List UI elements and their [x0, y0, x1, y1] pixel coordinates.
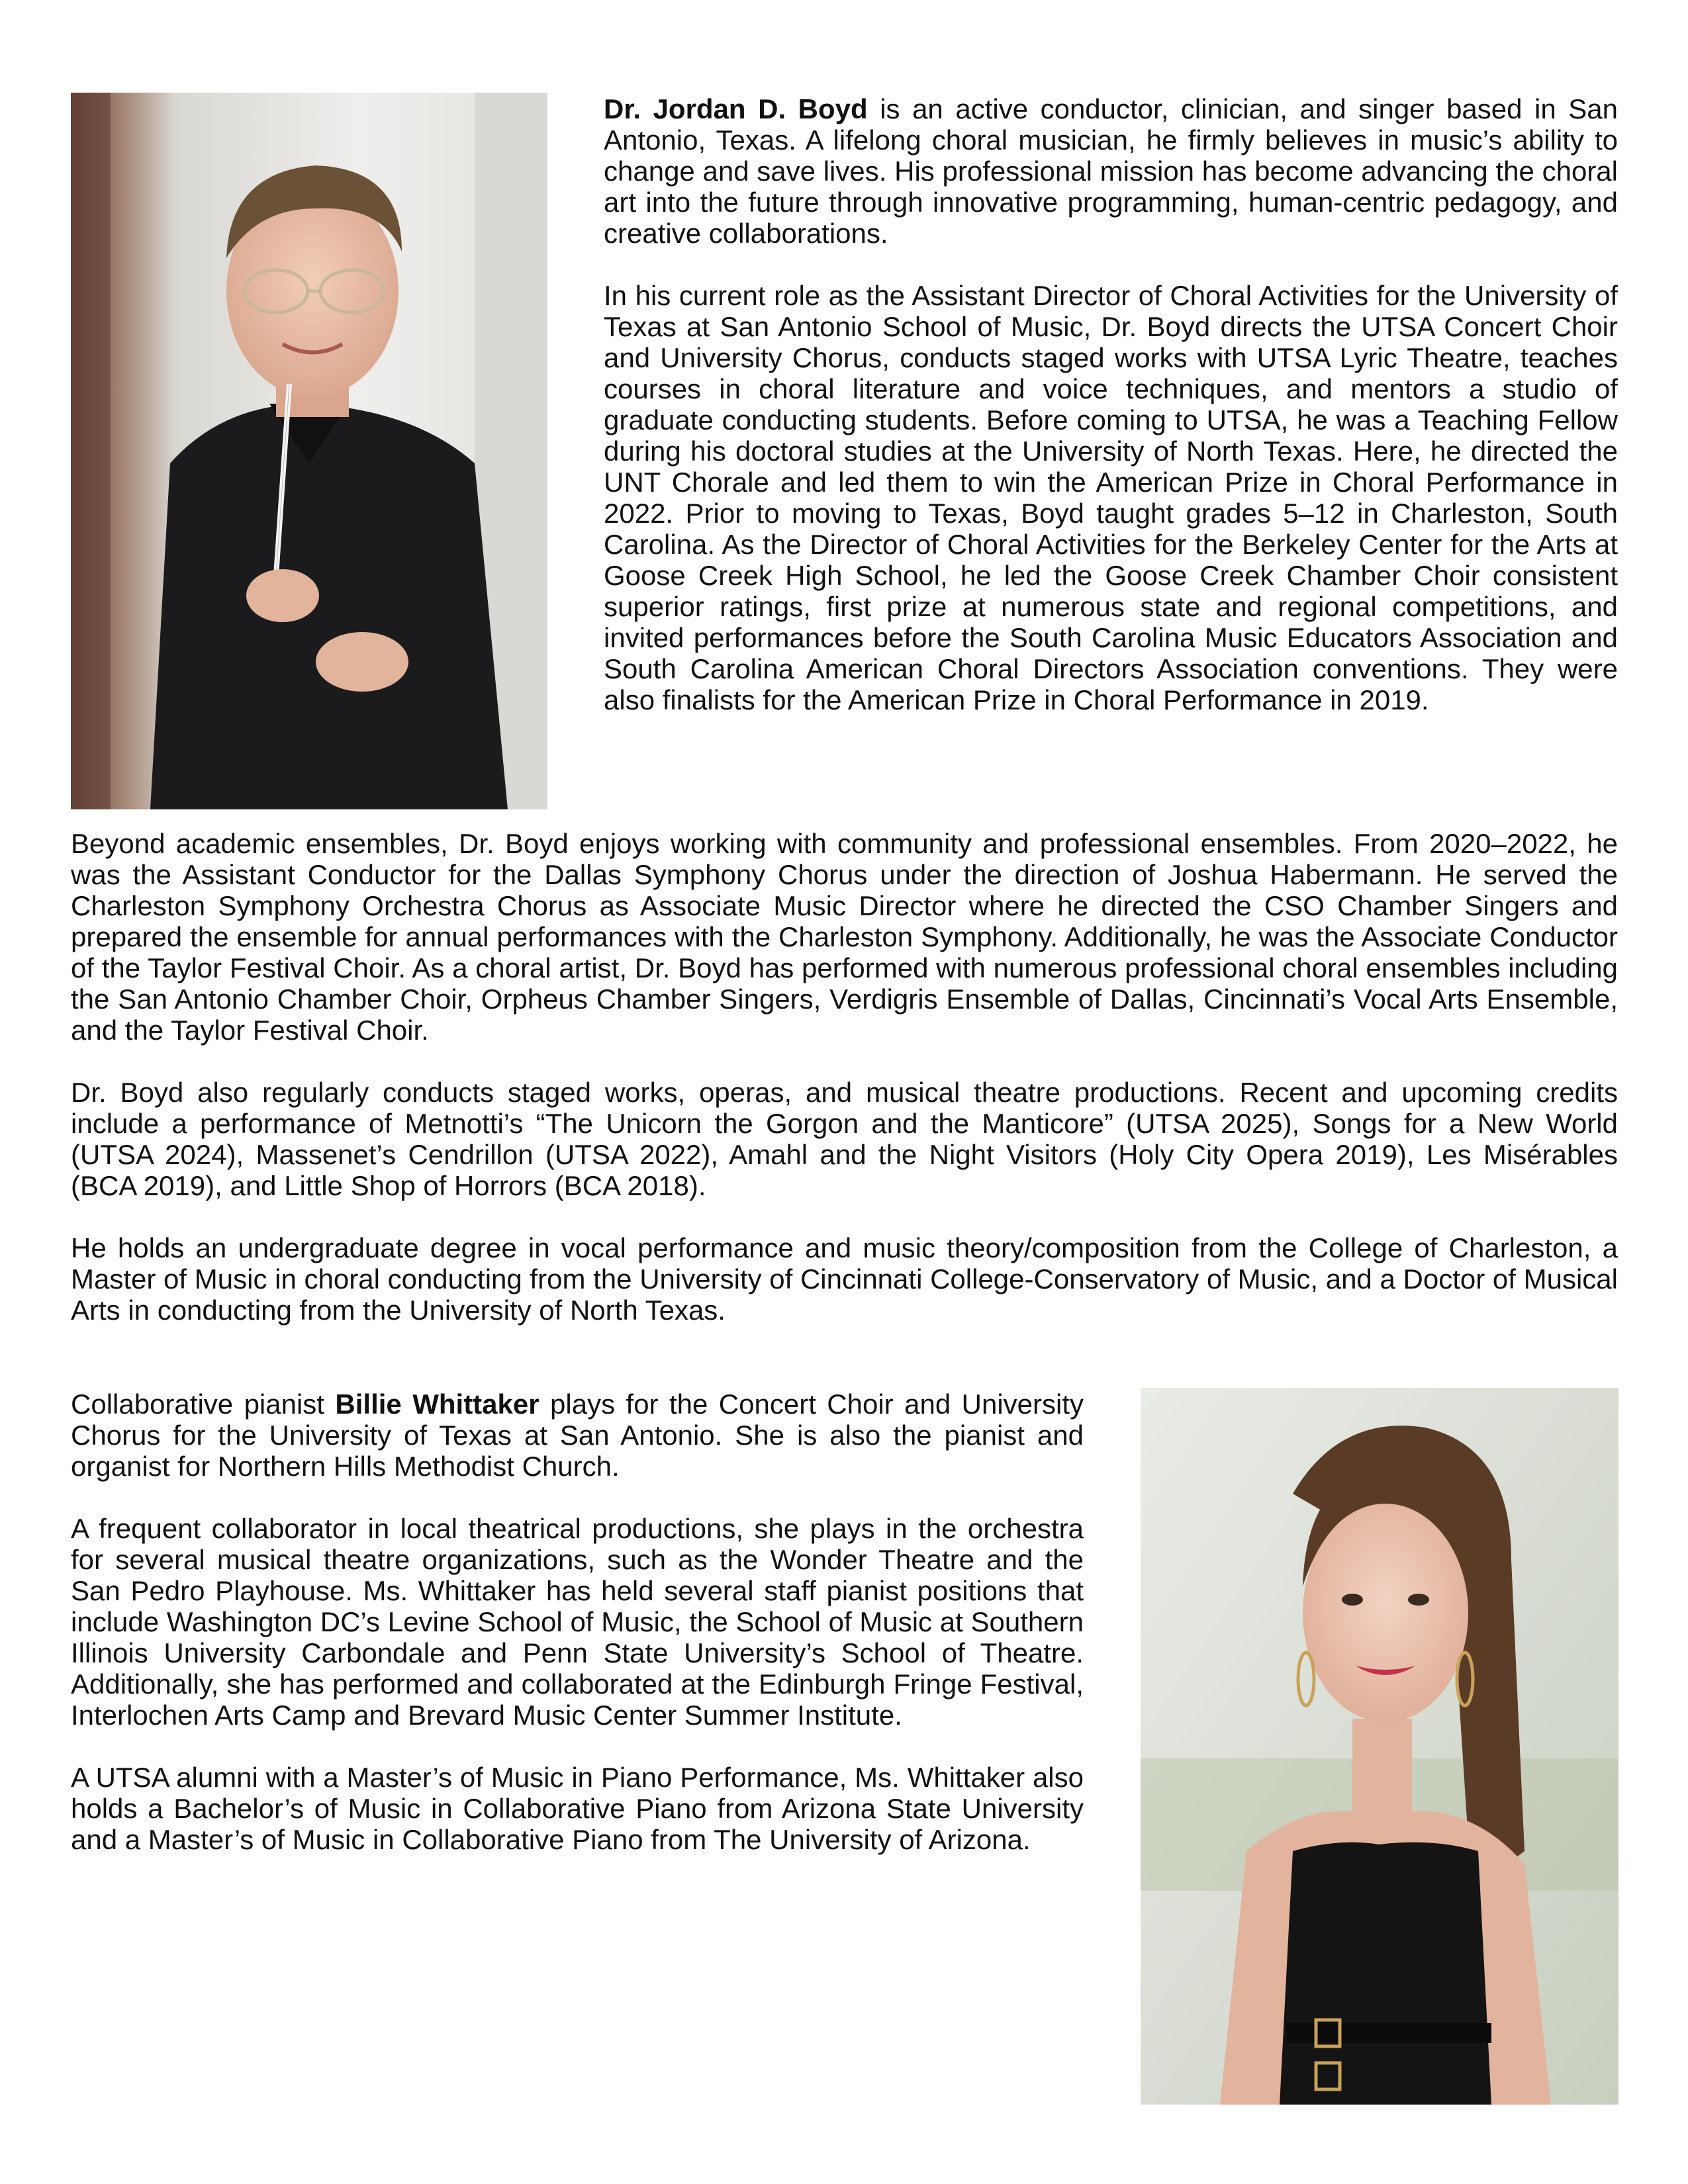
whittaker-paragraph-1-prefix: Collaborative pianist: [71, 1388, 336, 1420]
whittaker-paragraph-3: A UTSA alumni with a Master’s of Music in Piano Performance, Ms. Whittaker also holds a Bachelor’s of Music in Collaborative Piano from Arizona State University and a Master’s of Music in Collaborative Piano from The University of Arizona.: [71, 1762, 1084, 1855]
boyd-bio-continued: [71, 828, 1618, 1326]
whittaker-bio: [71, 1388, 1084, 1855]
boyd-bio-intro: [604, 93, 1618, 715]
whittaker-paragraph-1: [71, 1388, 1084, 1482]
boyd-name: Dr. Jordan D. Boyd: [604, 93, 868, 124]
boyd-paragraph-2: In his current role as the Assistant Director of Choral Activities for the University of Texas at San Antonio School of Music, Dr. Boyd directs the UTSA Concert Choir and University Chorus, conducts staged works with UTSA Lyric Theatre, teaches courses in choral literature and voice techniques, and mentors a studio of graduate conducting students. Before coming to UTSA, he was a Teaching Fellow during his doctoral studies at the University of North Texas. Here, he directed the UNT Chorale and led them to win the American Prize in Choral Performance in 2022. Prior to moving to Texas, Boyd taught grades 5–12 in Charleston, South Carolina. As the Director of Choral Activities for the Berkeley Center for the Arts at Goose Creek High School, he led the Goose Creek Chamber Choir consistent superior ratings, first prize at numerous state and regional competitions, and invited performances before the South Carolina Music Educators Association and South Carolina American Choral Directors Association conventions. They were also finalists for the American Prize in Choral Performance in 2019.: [604, 280, 1618, 715]
boyd-paragraph-3: Beyond academic ensembles, Dr. Boyd enjoys working with community and professional ensembles. From 2020–2022, he was the Assistant Conductor for the Dallas Symphony Chorus under the direction of Joshua Habermann. He served the Charleston Symphony Orchestra Chorus as Associate Music Director where he directed the CSO Chamber Singers and prepared the ensemble for annual performances with the Charleston Symphony. Additionally, he was the Associate Conductor of the Taylor Festival Choir. As a choral artist, Dr. Boyd has performed with numerous professional choral ensembles including the San Antonio Chamber Choir, Orpheus Chamber Singers, Verdigris Ensemble of Dallas, Cincinnati’s Vocal Arts Ensemble, and the Taylor Festival Choir.: [71, 828, 1618, 1046]
whittaker-paragraph-2: A frequent collaborator in local theatrical productions, she plays in the orchestra for several musical theatre organizations, such as the Wonder Theatre and the San Pedro Playhouse. Ms. Whittaker has held several staff pianist positions that include Washington DC’s Levine School of Music, the School of Music at Southern Illinois University Carbondale and Penn State University’s School of Theatre. Additionally, she has performed and collaborated at the Edinburgh Fringe Festival, Interlochen Arts Camp and Brevard Music Center Summer Institute.: [71, 1513, 1084, 1731]
boyd-paragraph-1-text: is an active conductor, clinician, and singer based in San Antonio, Texas. A lifelong choral musician, he firmly believes in music’s ability to change and save lives. His professional mission has become advancing the choral art into the future through innovative programming, human-centric pedagogy, and creative collaborations.: [604, 93, 1618, 249]
boyd-paragraph-4: Dr. Boyd also regularly conducts staged works, operas, and musical theatre productions. Recent and upcoming credits include a performance of Metnotti’s “The Unicorn the Gorgon and the Manticore” (UTSA 2025), Songs for a New World (UTSA 2024), Massenet’s Cendrillon (UTSA 2022), Amahl and the Night Visitors (Holy City Opera 2019), Les Misérables (BCA 2019), and Little Shop of Horrors (BCA 2018).: [71, 1077, 1618, 1201]
whittaker-paragraph-1-text: plays for the Concert Choir and University Chorus for the University of Texas at San Antonio. She is also the pianist and organist for Northern Hills Methodist Church.: [71, 1388, 1084, 1482]
whittaker-portrait-photo: [1141, 1388, 1618, 2105]
whittaker-name: Billie Whittaker: [335, 1388, 539, 1420]
boyd-paragraph-5: He holds an undergraduate degree in vocal performance and music theory/composition from the College of Charleston, a Master of Music in choral conducting from the University of Cincinnati College-Conservatory of Music, and a Doctor of Musical Arts in conducting from the University of North Texas.: [71, 1232, 1618, 1326]
boyd-paragraph-1: [604, 93, 1618, 249]
boyd-portrait-photo: [71, 93, 547, 809]
